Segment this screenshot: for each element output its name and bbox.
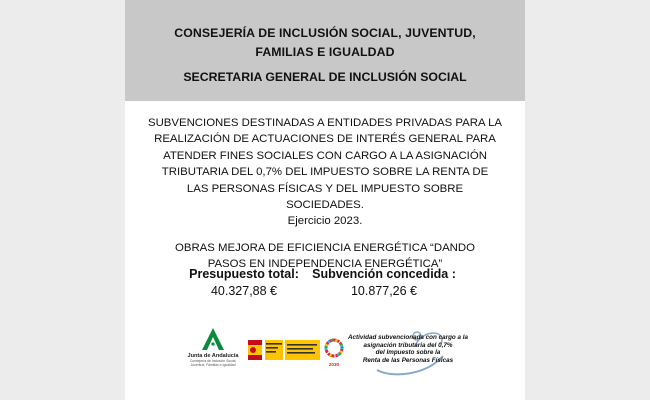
- junta-andalucia-emblem-icon: [200, 326, 226, 352]
- gobierno-espana-logo: [247, 339, 321, 361]
- project-line: PASOS EN INDEPENDENCIA ENERGÉTICA”: [207, 257, 443, 270]
- junta-andalucia-logo: [185, 326, 241, 367]
- description-line: Ejercicio 2023.: [287, 215, 363, 228]
- description-line: SUBVENCIONES DESTINADAS A ENTIDADES PRIVADAS PARA LA: [147, 117, 503, 129]
- junta-department-line: Juventud, Familias e Igualdad: [190, 363, 236, 367]
- secretariat-title: SECRETARIA GENERAL DE INCLUSIÓN SOCIAL: [183, 70, 467, 84]
- granted-amount: [311, 266, 457, 300]
- description-line: TRIBUTARIA DEL 0,7% DEL IMPUESTO SOBRE LA RENTA DE: [161, 166, 489, 179]
- total-budget-value: 40.327,88 €: [210, 284, 278, 298]
- project-line: OBRAS MEJORA DE EFICIENCIA ENERGÉTICA “DANDO: [174, 241, 475, 254]
- grant-description: [147, 115, 503, 230]
- granted-amount-value: 10.877,26 €: [350, 284, 418, 298]
- department-title-line-2: FAMILIAS E IGUALDAD: [255, 45, 395, 59]
- irpf-text: [343, 334, 473, 364]
- department-title: [125, 0, 525, 62]
- irpf-text-line: del Impuesto sobre la: [375, 349, 441, 356]
- notice-panel: [125, 0, 525, 400]
- junta-name: Junta de Andalucía: [187, 353, 239, 359]
- logo-strip: [125, 320, 525, 380]
- sdg-wheel-icon: [324, 338, 344, 358]
- irpf-text-line: Actividad subvencionada con cargo a la: [347, 334, 469, 341]
- budget-summary: [125, 266, 525, 306]
- irpf-text-line: asignación tributaria del 0,7%: [363, 341, 453, 349]
- header-band: [125, 0, 525, 101]
- irpf-allocation-logo: [343, 326, 473, 376]
- irpf-text-line: Renta de las Personas Físicas: [362, 356, 454, 364]
- granted-amount-label: Subvención concedida :: [312, 267, 456, 281]
- agenda-year: 2030: [328, 362, 340, 367]
- description-line: LAS PERSONAS FÍSICAS Y DEL IMPUESTO SOBRE SOCIEDADES.: [186, 182, 464, 212]
- junta-department-line: Consejería de Inclusión Social,: [189, 359, 237, 363]
- total-budget: [183, 266, 305, 300]
- description-line: REALIZACIÓN DE ACTUACIONES DE INTERÉS GENERAL PARA: [154, 133, 496, 146]
- total-budget-label: Presupuesto total:: [189, 267, 299, 281]
- department-title-line-1: CONSEJERÍA DE INCLUSIÓN SOCIAL, JUVENTUD,: [174, 26, 476, 40]
- agenda-2030-logo: [324, 338, 344, 367]
- description-line: ATENDER FINES SOCIALES CON CARGO A LA ASIGNACIÓN: [163, 149, 487, 162]
